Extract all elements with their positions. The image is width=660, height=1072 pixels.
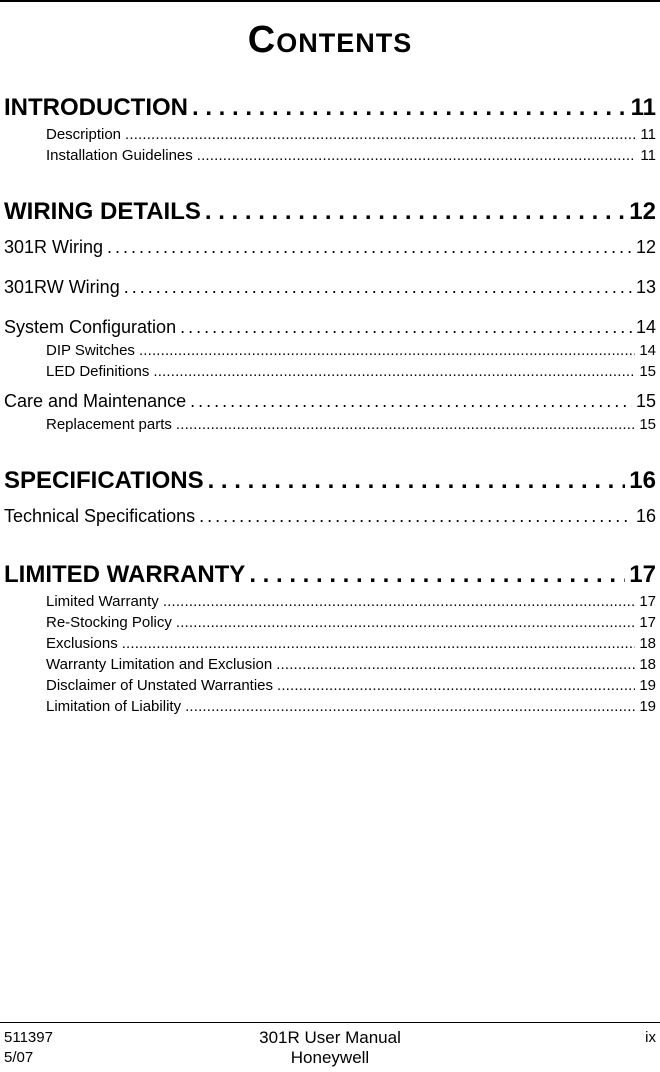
toc-subentry-dip-switches[interactable] <box>4 340 656 361</box>
toc-subentry-label: Replacement parts <box>46 416 172 433</box>
toc-subentry-description[interactable] <box>4 124 656 145</box>
toc-section-label: SPECIFICATIONS <box>4 467 204 494</box>
toc-subentry-warranty-limitation[interactable] <box>4 654 656 675</box>
dot-leader <box>176 414 635 435</box>
toc-page-number: 18 <box>639 635 656 652</box>
toc-subentry-led-definitions[interactable] <box>4 361 656 382</box>
footer-manual-title: 301R User Manual <box>259 1028 401 1047</box>
dot-leader <box>185 696 635 717</box>
toc-page-number: 19 <box>639 677 656 694</box>
toc-page-number: 17 <box>629 561 656 588</box>
toc-page-number: 17 <box>639 593 656 610</box>
toc-entry-301rw-wiring[interactable] <box>4 274 656 300</box>
dot-leader <box>276 654 635 675</box>
toc-entry-label: Technical Specifications <box>4 506 196 526</box>
toc-subentry-label: Re-Stocking Policy <box>46 614 172 631</box>
toc-subentry-label: Warranty Limitation and Exclusion <box>46 656 273 673</box>
toc-page-number: 12 <box>629 198 656 225</box>
toc-entry-care-and-maintenance[interactable] <box>4 388 656 414</box>
toc-entry-label: System Configuration <box>4 317 177 337</box>
footer-date: 5/07 <box>4 1049 34 1066</box>
toc-subentry-label: Disclaimer of Unstated Warranties <box>46 677 274 694</box>
toc-entry-label: Care and Maintenance <box>4 391 187 411</box>
toc-section-limited-warranty[interactable] <box>4 559 656 591</box>
toc-page-number: 11 <box>640 126 656 143</box>
toc-page-number: 15 <box>639 416 656 433</box>
dot-leader <box>199 503 632 529</box>
footer-page-number: ix <box>645 1029 656 1046</box>
dot-leader <box>163 591 636 612</box>
toc-page-number: 12 <box>635 237 656 257</box>
toc-section-label: WIRING DETAILS <box>4 198 201 225</box>
toc-subentry-label: Installation Guidelines <box>46 147 193 164</box>
toc-page-number: 16 <box>635 506 656 526</box>
table-of-contents <box>4 92 656 717</box>
toc-page-number: 17 <box>639 614 656 631</box>
toc-page-number: 15 <box>635 391 656 411</box>
dot-leader <box>277 675 635 696</box>
dot-leader <box>205 196 625 228</box>
page-footer <box>4 1028 656 1068</box>
dot-leader <box>176 612 635 633</box>
toc-subentry-limitation-of-liability[interactable] <box>4 696 656 717</box>
toc-section-introduction[interactable] <box>4 92 656 124</box>
toc-page-number: 15 <box>639 363 656 380</box>
footer-doc-number: 511397 <box>4 1029 53 1046</box>
toc-subentry-label: DIP Switches <box>46 342 135 359</box>
dot-leader <box>180 314 632 340</box>
toc-entry-system-configuration[interactable] <box>4 314 656 340</box>
toc-page-number: 11 <box>640 147 656 164</box>
footer-company: Honeywell <box>290 1048 370 1067</box>
dot-leader <box>192 92 627 124</box>
toc-section-specifications[interactable] <box>4 465 656 497</box>
toc-subentry-label: Limited Warranty <box>46 593 159 610</box>
toc-section-label: LIMITED WARRANTY <box>4 561 246 588</box>
toc-subentry-re-stocking-policy[interactable] <box>4 612 656 633</box>
toc-page-number: 18 <box>639 656 656 673</box>
toc-subentry-disclaimer[interactable] <box>4 675 656 696</box>
toc-page-number: 14 <box>635 317 656 337</box>
toc-entry-technical-specifications[interactable] <box>4 503 656 529</box>
toc-page-number: 14 <box>639 342 656 359</box>
toc-section-label: INTRODUCTION <box>4 94 188 121</box>
dot-leader <box>208 465 626 497</box>
dot-leader <box>139 340 635 361</box>
toc-subentry-limited-warranty[interactable] <box>4 591 656 612</box>
dot-leader <box>125 124 636 145</box>
toc-page-number: 11 <box>630 94 656 121</box>
toc-subentry-label: Exclusions <box>46 635 118 652</box>
toc-subentry-label: Limitation of Liability <box>46 698 182 715</box>
top-rule <box>0 0 660 2</box>
dot-leader <box>124 274 632 300</box>
dot-leader <box>249 559 625 591</box>
dot-leader <box>122 633 636 654</box>
toc-entry-label: 301RW Wiring <box>4 277 120 297</box>
toc-subentry-label: LED Definitions <box>46 363 150 380</box>
dot-leader <box>190 388 632 414</box>
dot-leader <box>153 361 635 382</box>
dot-leader <box>197 145 637 166</box>
toc-subentry-exclusions[interactable] <box>4 633 656 654</box>
toc-entry-301r-wiring[interactable] <box>4 234 656 260</box>
toc-page-number: 16 <box>629 467 656 494</box>
toc-subentry-installation-guidelines[interactable] <box>4 145 656 166</box>
toc-entry-label: 301R Wiring <box>4 237 104 257</box>
dot-leader <box>107 234 632 260</box>
toc-page-number: 19 <box>639 698 656 715</box>
toc-page-number: 13 <box>635 277 656 297</box>
page-title: Contents <box>247 19 413 61</box>
toc-subentry-label: Description <box>46 126 122 143</box>
toc-section-wiring-details[interactable] <box>4 196 656 228</box>
footer-rule <box>0 1022 660 1023</box>
toc-subentry-replacement-parts[interactable] <box>4 414 656 435</box>
